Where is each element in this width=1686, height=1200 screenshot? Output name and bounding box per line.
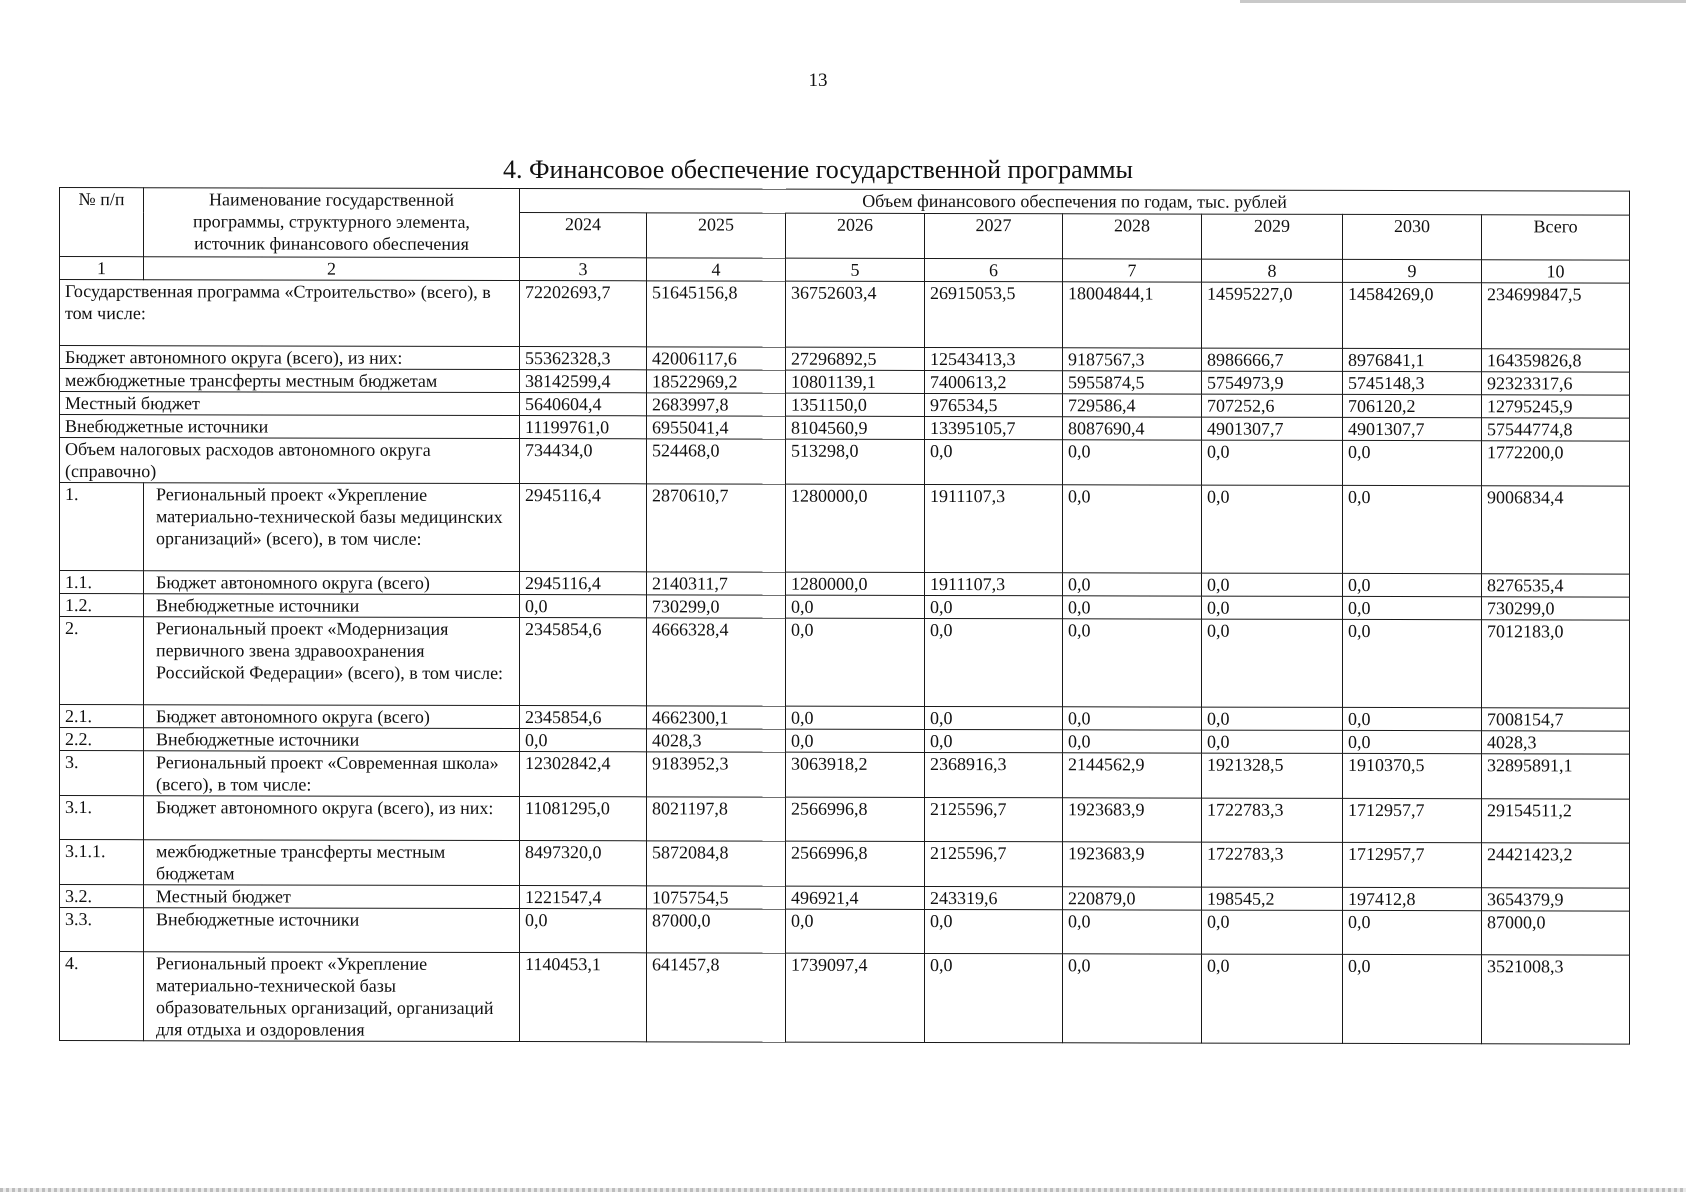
total-cell: 234699847,5 — [1482, 283, 1630, 349]
value-cell: 1722783,3 — [1202, 842, 1343, 887]
value-cell: 0,0 — [1063, 619, 1202, 707]
value-cell: 0,0 — [1343, 596, 1482, 619]
value-cell: 42006117,6 — [647, 347, 786, 370]
value-cell: 4901307,7 — [1202, 417, 1343, 440]
value-cell: 2125596,7 — [925, 841, 1063, 886]
value-cell: 12302842,4 — [520, 752, 647, 797]
column-number: 10 — [1482, 260, 1630, 283]
value-cell: 1280000,0 — [786, 572, 925, 595]
row-number: 1.2. — [60, 594, 144, 617]
value-cell: 1712957,7 — [1343, 798, 1482, 842]
value-cell: 2683997,8 — [647, 393, 786, 416]
value-cell: 0,0 — [520, 729, 647, 752]
value-cell: 11081295,0 — [520, 797, 647, 841]
value-cell: 0,0 — [1202, 440, 1343, 485]
value-cell: 1923683,9 — [1063, 798, 1202, 842]
row-number: 2.2. — [60, 728, 144, 751]
column-number: 2 — [144, 257, 520, 281]
row-number: 4. — [60, 952, 144, 1041]
value-cell: 0,0 — [1343, 707, 1482, 730]
row-name: Региональный проект «Укрепление материально-технической базы медицинских организаций» (всего), в том числе: — [144, 483, 520, 572]
total-cell: 9006834,4 — [1482, 486, 1630, 574]
value-cell: 2345854,6 — [520, 618, 647, 706]
value-cell: 36752603,4 — [786, 281, 925, 347]
value-cell: 0,0 — [1202, 619, 1343, 707]
value-cell: 1351150,0 — [786, 393, 925, 416]
value-cell: 2144562,9 — [1063, 753, 1202, 798]
total-cell: 12795245,9 — [1482, 395, 1630, 418]
value-cell: 1221547,4 — [520, 886, 647, 909]
value-cell: 1739097,4 — [786, 953, 925, 1042]
value-cell: 55362328,3 — [520, 347, 647, 370]
row-name: Бюджет автономного округа (всего) — [144, 571, 520, 595]
table-row — [60, 438, 1630, 487]
value-cell: 1911107,3 — [925, 572, 1063, 595]
table-header — [60, 188, 1630, 284]
value-cell: 2566996,8 — [786, 841, 925, 886]
value-cell: 9183952,3 — [647, 752, 786, 797]
row-name: Объем налоговых расходов автономного округа (справочно) — [60, 438, 520, 484]
column-number: 7 — [1063, 259, 1202, 282]
value-cell: 0,0 — [786, 729, 925, 752]
row-number: 3.1.1. — [60, 840, 144, 885]
value-cell: 1280000,0 — [786, 484, 925, 572]
value-cell: 0,0 — [1202, 707, 1343, 730]
value-cell: 496921,4 — [786, 886, 925, 909]
header-year-total: Всего — [1482, 215, 1630, 260]
value-cell: 0,0 — [1202, 573, 1343, 596]
total-cell: 57544774,8 — [1482, 418, 1630, 441]
row-name: Внебюджетные источники — [144, 594, 520, 618]
value-cell: 0,0 — [1063, 485, 1202, 573]
value-cell: 9187567,3 — [1063, 348, 1202, 371]
value-cell: 0,0 — [1343, 573, 1482, 596]
value-cell: 27296892,5 — [786, 347, 925, 370]
page-number: 13 — [808, 70, 828, 91]
total-cell: 164359826,8 — [1482, 349, 1630, 372]
header-year: 2025 — [647, 213, 786, 258]
value-cell: 4901307,7 — [1343, 417, 1482, 440]
value-cell: 0,0 — [520, 909, 647, 953]
row-number: 2.1. — [60, 705, 144, 728]
total-cell: 7008154,7 — [1482, 708, 1630, 731]
value-cell: 0,0 — [925, 953, 1063, 1042]
value-cell: 1910370,5 — [1343, 753, 1482, 798]
value-cell: 734434,0 — [520, 439, 647, 484]
total-cell: 92323317,6 — [1482, 372, 1630, 395]
row-name: Региональный проект «Модернизация первичного звена здравоохранения Российской Федерации» (всего), в том числе: — [144, 617, 520, 706]
value-cell: 0,0 — [1063, 910, 1202, 954]
value-cell: 14595227,0 — [1202, 282, 1343, 348]
value-cell: 11199761,0 — [520, 416, 647, 439]
value-cell: 8497320,0 — [520, 841, 647, 886]
value-cell: 51645156,8 — [647, 281, 786, 347]
value-cell: 87000,0 — [647, 909, 786, 953]
table-row — [60, 952, 1630, 1045]
value-cell: 2345854,6 — [520, 706, 647, 729]
value-cell: 0,0 — [925, 595, 1063, 618]
table-row — [60, 594, 1630, 621]
value-cell: 8104560,9 — [786, 416, 925, 439]
header-year: 2027 — [925, 213, 1063, 258]
value-cell: 4666328,4 — [647, 618, 786, 706]
table-row — [60, 751, 1630, 800]
column-number: 4 — [647, 258, 786, 281]
table-body — [60, 280, 1630, 1045]
table-row — [60, 840, 1630, 889]
value-cell: 1712957,7 — [1343, 842, 1482, 887]
header-year: 2024 — [520, 213, 647, 258]
value-cell: 198545,2 — [1202, 887, 1343, 910]
value-cell: 2368916,3 — [925, 752, 1063, 797]
value-cell: 12543413,3 — [925, 347, 1063, 370]
value-cell: 1911107,3 — [925, 484, 1063, 572]
row-number: 3.3. — [60, 908, 144, 952]
row-name: Региональный проект «Современная школа» (всего), в том числе: — [144, 751, 520, 797]
value-cell: 0,0 — [786, 706, 925, 729]
total-cell: 87000,0 — [1482, 911, 1630, 955]
value-cell: 5640604,4 — [520, 393, 647, 416]
value-cell: 0,0 — [1202, 596, 1343, 619]
value-cell: 0,0 — [1063, 596, 1202, 619]
row-name: Внебюджетные источники — [60, 415, 520, 439]
table-row — [60, 571, 1630, 598]
financing-table — [59, 187, 1630, 1045]
table-row — [60, 346, 1630, 373]
table-row — [60, 796, 1630, 844]
header-year: 2026 — [786, 213, 925, 258]
value-cell: 2945116,4 — [520, 572, 647, 595]
value-cell: 0,0 — [786, 595, 925, 618]
table-row — [60, 369, 1630, 396]
value-cell: 8087690,4 — [1063, 417, 1202, 440]
value-cell: 0,0 — [1343, 910, 1482, 954]
value-cell: 0,0 — [786, 618, 925, 706]
value-cell: 2945116,4 — [520, 484, 647, 572]
total-cell: 1772200,0 — [1482, 441, 1630, 486]
column-number: 5 — [786, 258, 925, 281]
value-cell: 706120,2 — [1343, 394, 1482, 417]
value-cell: 10801139,1 — [786, 370, 925, 393]
row-number: 1. — [60, 483, 144, 571]
total-cell: 8276535,4 — [1482, 574, 1630, 597]
value-cell: 0,0 — [1063, 954, 1202, 1043]
value-cell: 5872084,8 — [647, 841, 786, 886]
table-row — [60, 705, 1630, 732]
value-cell: 5955874,5 — [1063, 371, 1202, 394]
row-name: Местный бюджет — [60, 392, 520, 416]
row-name: межбюджетные трансферты местным бюджетам — [144, 840, 520, 886]
value-cell: 8021197,8 — [647, 797, 786, 841]
value-cell: 0,0 — [1343, 440, 1482, 485]
row-name: Бюджет автономного округа (всего), из них: — [60, 346, 520, 370]
row-name: Внебюджетные источники — [144, 728, 520, 752]
value-cell: 0,0 — [1202, 954, 1343, 1043]
value-cell: 13395105,7 — [925, 416, 1063, 439]
value-cell: 1140453,1 — [520, 953, 647, 1042]
value-cell: 220879,0 — [1063, 887, 1202, 910]
scan-edge-bottom — [0, 1188, 1686, 1192]
value-cell: 2870610,7 — [647, 484, 786, 572]
table-row — [60, 728, 1630, 755]
row-name: Местный бюджет — [144, 885, 520, 909]
value-cell: 14584269,0 — [1343, 282, 1482, 348]
value-cell: 513298,0 — [786, 439, 925, 484]
value-cell: 641457,8 — [647, 953, 786, 1042]
value-cell: 0,0 — [925, 909, 1063, 953]
table-row — [60, 280, 1630, 350]
value-cell: 4028,3 — [647, 729, 786, 752]
header-name: Наименование государственной программы, структурного элемента, источник финансового обеспечения — [144, 188, 520, 258]
value-cell: 1921328,5 — [1202, 753, 1343, 798]
value-cell: 0,0 — [925, 439, 1063, 484]
row-name: межбюджетные трансферты местным бюджетам — [60, 369, 520, 393]
value-cell: 72202693,7 — [520, 281, 647, 347]
total-cell: 4028,3 — [1482, 731, 1630, 754]
row-name: Региональный проект «Укрепление материально-технической базы образовательных организаций, организаций для отдыха и оздоровления — [144, 952, 520, 1042]
row-name: Внебюджетные источники — [144, 908, 520, 953]
header-volume: Объем финансового обеспечения по годам, тыс. рублей — [520, 189, 1630, 216]
value-cell: 707252,6 — [1202, 394, 1343, 417]
column-number: 3 — [520, 258, 647, 281]
column-number: 1 — [60, 257, 144, 280]
value-cell: 0,0 — [1343, 954, 1482, 1043]
header-year: 2029 — [1202, 214, 1343, 259]
value-cell: 1075754,5 — [647, 886, 786, 909]
value-cell: 0,0 — [1202, 910, 1343, 954]
value-cell: 7400613,2 — [925, 370, 1063, 393]
value-cell: 1722783,3 — [1202, 798, 1343, 842]
table-row — [60, 483, 1630, 575]
value-cell: 243319,6 — [925, 886, 1063, 909]
total-cell: 32895891,1 — [1482, 754, 1630, 799]
value-cell: 729586,4 — [1063, 394, 1202, 417]
value-cell: 197412,8 — [1343, 887, 1482, 910]
value-cell: 0,0 — [925, 729, 1063, 752]
row-number: 3. — [60, 751, 144, 796]
value-cell: 18522969,2 — [647, 370, 786, 393]
value-cell: 0,0 — [1063, 730, 1202, 753]
value-cell: 0,0 — [1202, 730, 1343, 753]
row-number: 1.1. — [60, 571, 144, 594]
value-cell: 0,0 — [1063, 707, 1202, 730]
total-cell: 7012183,0 — [1482, 620, 1630, 708]
header-year: 2030 — [1343, 214, 1482, 259]
value-cell: 0,0 — [1343, 485, 1482, 573]
row-number: 2. — [60, 617, 144, 705]
value-cell: 8976841,1 — [1343, 348, 1482, 371]
row-number: 3.1. — [60, 796, 144, 840]
value-cell: 5745148,3 — [1343, 371, 1482, 394]
value-cell: 0,0 — [925, 706, 1063, 729]
value-cell: 524468,0 — [647, 439, 786, 484]
header-year: 2028 — [1063, 214, 1202, 259]
value-cell: 0,0 — [1063, 440, 1202, 485]
value-cell: 1923683,9 — [1063, 842, 1202, 887]
value-cell: 6955041,4 — [647, 416, 786, 439]
value-cell: 0,0 — [786, 909, 925, 953]
column-number: 8 — [1202, 259, 1343, 282]
value-cell: 2125596,7 — [925, 797, 1063, 841]
value-cell: 0,0 — [925, 618, 1063, 706]
total-cell: 730299,0 — [1482, 597, 1630, 620]
column-number: 6 — [925, 258, 1063, 281]
value-cell: 26915053,5 — [925, 281, 1063, 347]
row-name: Бюджет автономного округа (всего) — [144, 705, 520, 729]
value-cell: 8986666,7 — [1202, 348, 1343, 371]
value-cell: 730299,0 — [647, 595, 786, 618]
value-cell: 0,0 — [1063, 573, 1202, 596]
document-title: 4. Финансовое обеспечение государственной программы — [502, 155, 1134, 184]
total-cell: 3654379,9 — [1482, 888, 1630, 911]
table-row — [60, 908, 1630, 956]
value-cell: 0,0 — [1343, 730, 1482, 753]
column-number: 9 — [1343, 259, 1482, 282]
value-cell: 3063918,2 — [786, 752, 925, 797]
value-cell: 4662300,1 — [647, 706, 786, 729]
value-cell: 2566996,8 — [786, 797, 925, 841]
row-number: 3.2. — [60, 885, 144, 908]
value-cell: 18004844,1 — [1063, 282, 1202, 348]
scan-edge-top — [1240, 0, 1686, 3]
row-name: Государственная программа «Строительство» (всего), в том числе: — [60, 280, 520, 347]
header-num: № п/п — [60, 188, 144, 257]
row-name: Бюджет автономного округа (всего), из них: — [144, 796, 520, 841]
value-cell: 2140311,7 — [647, 572, 786, 595]
table-row — [60, 617, 1630, 709]
total-cell: 29154511,2 — [1482, 799, 1630, 843]
value-cell: 0,0 — [1343, 619, 1482, 707]
value-cell: 38142599,4 — [520, 370, 647, 393]
total-cell: 3521008,3 — [1482, 955, 1630, 1044]
value-cell: 0,0 — [1202, 485, 1343, 573]
value-cell: 0,0 — [520, 595, 647, 618]
value-cell: 976534,5 — [925, 393, 1063, 416]
total-cell: 24421423,2 — [1482, 843, 1630, 888]
value-cell: 5754973,9 — [1202, 371, 1343, 394]
